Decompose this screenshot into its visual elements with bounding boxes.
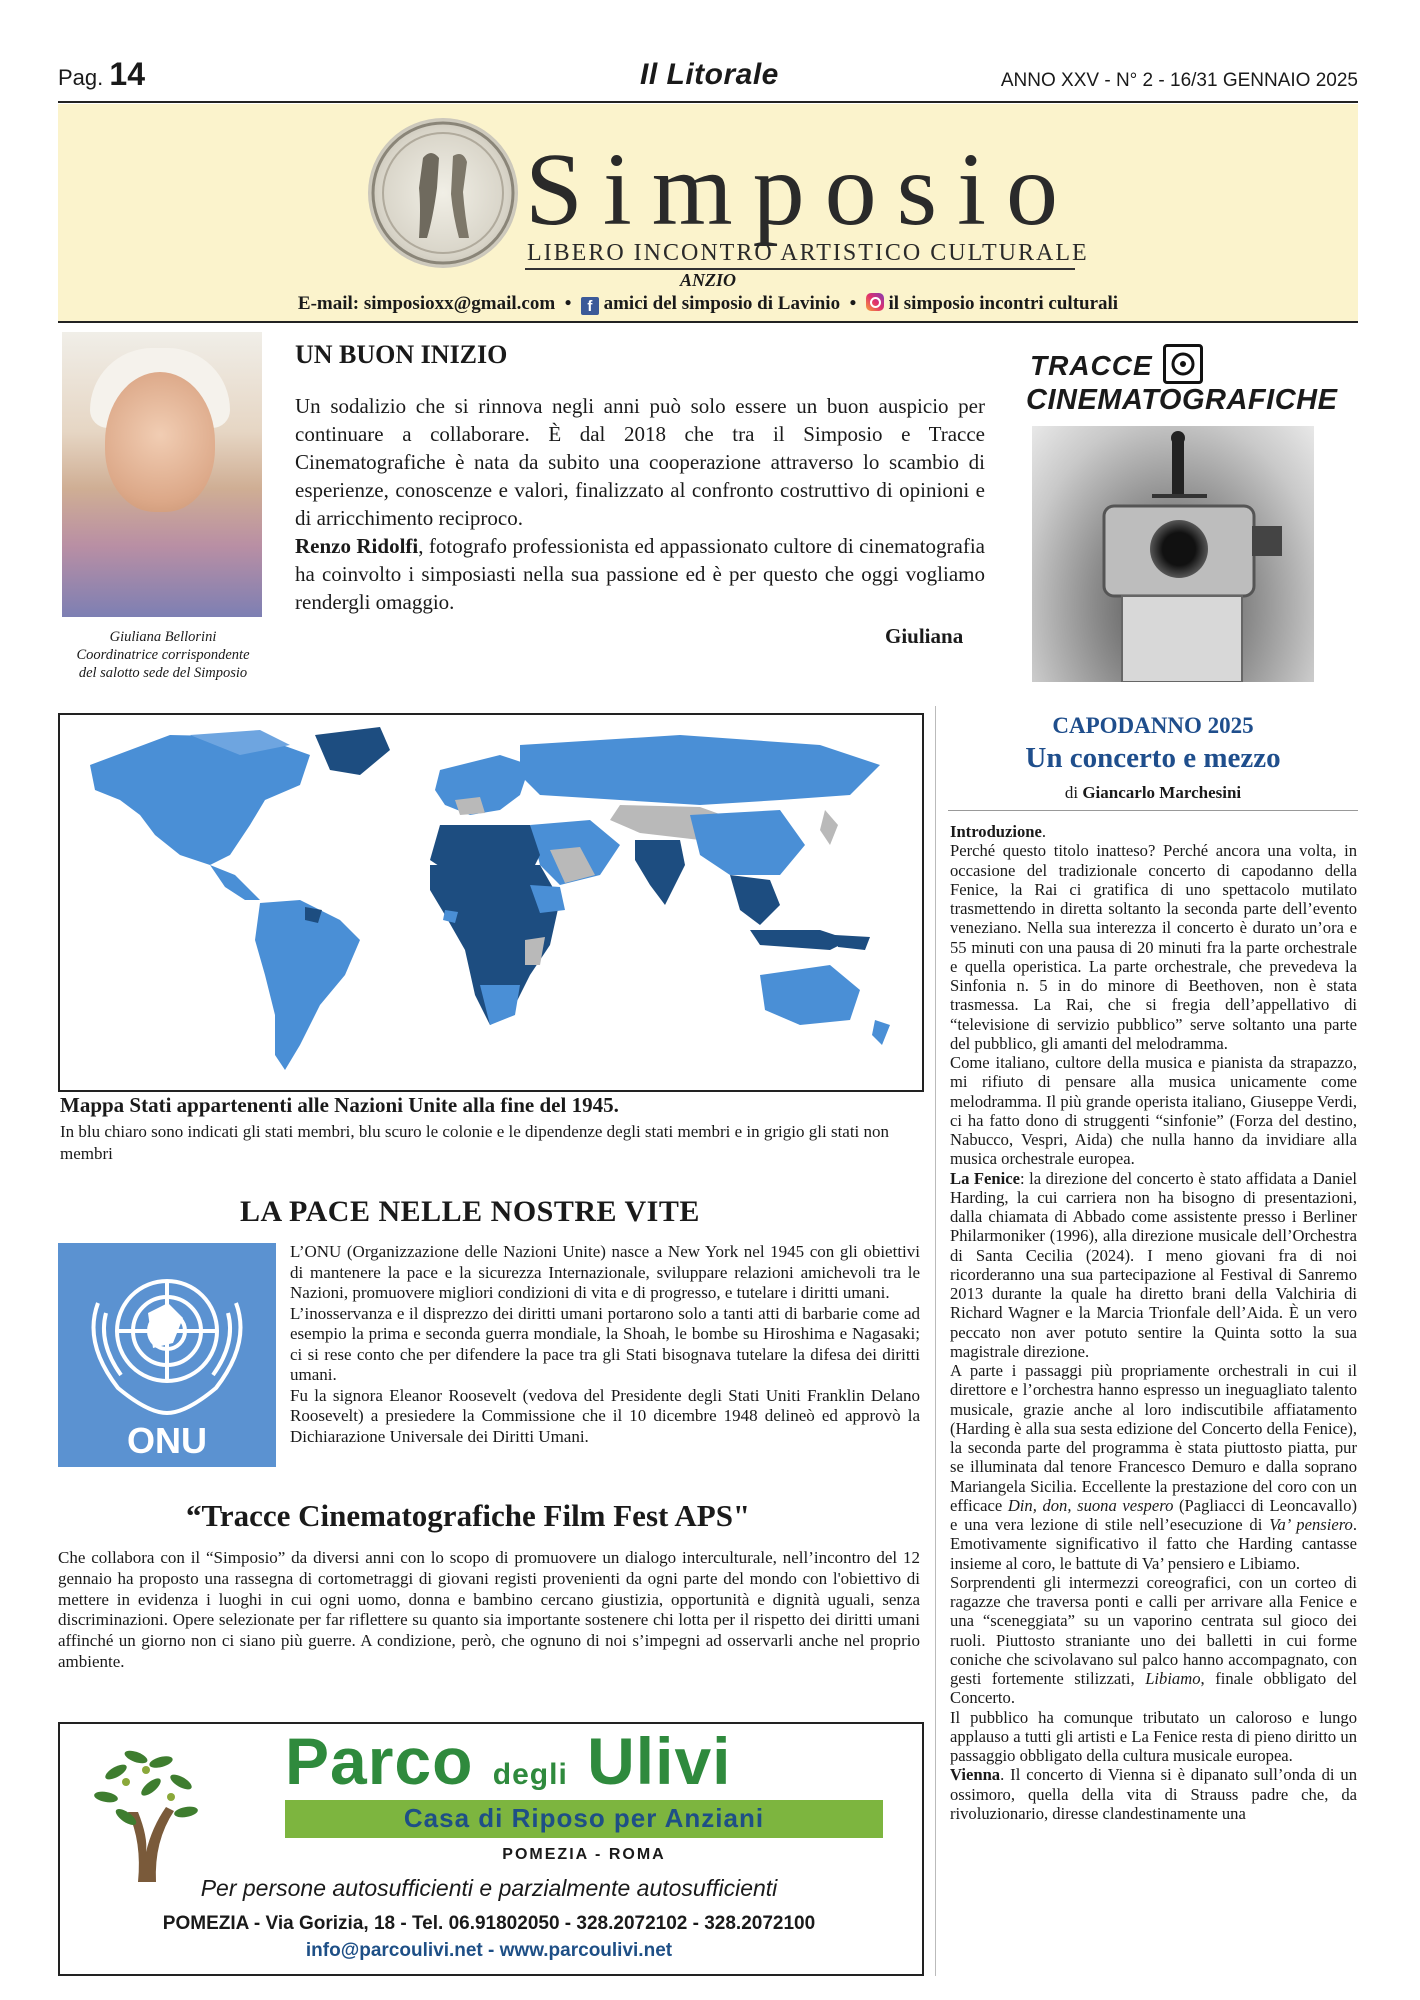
map-region-central-america: [210, 865, 260, 900]
capodanno-p5b: , finale obbligato del Concerto.: [950, 1669, 1357, 1708]
capodanno-p6: Il pubblico ha comunque tributato un caloroso e lungo applauso a tutti gli artisti e La Fenice resta di pieno diritto un passaggio obbligato della cultura musicale europea.: [950, 1707, 1357, 1765]
separator: •: [849, 293, 857, 314]
ad-web-link[interactable]: info@parcoulivi.net - www.parcoulivi.net: [305, 1940, 673, 1961]
capodanno-p5a: Sorprendenti gli intermezzi coreografici, con un corteo di ragazze che traversa ponti e calli per arrivare alla Fenice e una “sceneggiata” su un vaporino centrata sul gioco dei ruoli. Piuttosto straniante uno dei balletti in cui forme coniche che scivolavano sul palco hanno accompagnato, con gesti fortemente stilizzati,: [950, 1572, 1357, 1688]
facebook-icon: f: [581, 297, 599, 315]
capodanno-p4b: (Pagliacci di Leoncavallo) e una vera lezione di stile nell’esecuzione di: [950, 1495, 1357, 1534]
page-number-label: [58, 56, 145, 93]
capodanno-intro: Perché questo titolo inatteso? Perché ancora una volta, in occasione del tradizionale concerto di capodanno della Fenice, la Rai ci gratifica di uno spettacolo mutilato trasmettendo in diretta soltanto la seconda parte dell’evento veneziano. Nella sua interezza il concerto è durato un’ora e 55 minuti con una pausa di 20 minuti fra la parte orchestrale e quella operistica. La parte orchestrale, che prevedeva la Sinfonia n. 5 in do minore di Beethoven, non è stata trasmessa. La Rai, che si fregia dell’appellativo di “televisione di servizio pubblico” serve soltanto una parte del pubblico, gli amanti del melodramma.: [950, 841, 1357, 1053]
simposio-subtitle: LIBERO INCONTRO ARTISTICO CULTURALE: [527, 240, 1089, 266]
column-separator: [935, 706, 936, 1976]
capodanno-p5-italic: Libiamo: [1145, 1669, 1201, 1688]
capodanno-fenice: : la direzione del concerto è stato affidata a Daniel Harding, la cui carriera non ha bisogno di presentazioni, dalla chiamata di Abbado come assistente presso i Berliner Philarmoniker (1996), alla direzione musicale dell’Orchestra di Santa Cecilia (2024). I meno giovani fra di noi ricorderanno una sua partecipazione al Festival di Sanremo 2013 durante la quale ha diretto brani della Valchiria di Richard Wagner e la Marcia Trionfale dell’Aida. È un vero peccato non aver potuto sentire la Quinta sotto la sua magistrale direzione.: [950, 1168, 1357, 1361]
ad-title-ulivi: Ulivi: [587, 1724, 732, 1798]
byline-author: Giancarlo Marchesini: [1082, 783, 1242, 802]
portrait-face: [105, 372, 215, 512]
vienna-heading: Vienna: [950, 1765, 1001, 1785]
map-region-north-america: [90, 735, 310, 865]
facebook-link[interactable]: amici del simposio di Lavinio: [603, 293, 841, 314]
map-region-south-africa: [480, 985, 520, 1025]
fest-body: Che collabora con il “Simposio” da diversi anni con lo scopo di promuovere un dialogo interculturale, nell’incontro del 12 gennaio ha proposto una rassegna di cortometraggi di giovani registi provenienti da ogni parte del mondo con l'obiettivo di mettere in evidenza i luoghi in cui ogni uomo, donna e bambino cercano giustizia, opportunità e dignità uguali, senza discriminazioni. Opere selezionate per far riflettere su quanto sia importante sostenere chi lotta per il rispetto dei diritti umani affinché un giorno non ci siano più guerre. A condizione, però, che ognuno di noi s’impegni ad osservarli anche nel proprio ambiente.: [58, 1548, 920, 1671]
map-region-southeast-asia: [730, 875, 780, 925]
capodanno-kicker: CAPODANNO 2025: [1052, 713, 1254, 738]
capodanno-rule: [948, 810, 1358, 811]
ad-city: POMEZIA - ROMA: [502, 1846, 666, 1863]
separator: •: [564, 293, 572, 314]
camera-lens: [1150, 520, 1208, 578]
simposio-medal-logo: [368, 118, 518, 268]
map-region-japan: [820, 810, 838, 845]
map-region-greenland: [315, 727, 390, 775]
tracce-logo-line2: CINEMATOGRAFICHE: [1026, 384, 1338, 416]
caption-role-2: del salotto sede del Simposio: [78, 665, 248, 681]
ad-address: POMEZIA - Via Gorizia, 18 - Tel. 06.91802050 - 328.2072102 - 328.2072100: [162, 1913, 816, 1934]
map-region-new-guinea: [835, 935, 870, 950]
intro-heading: Introduzione: [950, 822, 1042, 841]
simposio-rule: [525, 268, 1075, 270]
capodanno-p4c: . Emotivamente significativo il fatto che Harding cantasse insieme al coro, le battute di Va’ pensiero e Libiamo.: [950, 1515, 1357, 1573]
map-region-china: [690, 810, 805, 875]
top-rule: [58, 101, 1358, 103]
pace-p1: L’ONU (Organizzazione delle Nazioni Unite) nasce a New York nel 1945 con gli obiettivi di mantenere la pace e la sicurezza Internazionale, sviluppare relazioni amichevoli tra le Nazioni, promuovere migliori condizioni di vita e di progresso, e tutelare i diritti umani.: [290, 1242, 920, 1302]
buon-inizio-p1: Un sodalizio che si rinnova negli anni può solo essere un buon auspicio per continuare a collaborare. È dal 2018 che tra il Simposio e Tracce Cinematografiche è nata da subito una cooperazione attraverso lo scambio di esperienze, conoscenze e valori, finalizzato al confronto costruttivo di opinioni e di arricchimento reciproco.: [295, 394, 985, 530]
caption-role-1: Coordinatrice corrispondente: [76, 647, 250, 663]
map-caption-body: In blu chiaro sono indicati gli stati membri, blu scuro le colonie e le dipendenze degli stati membri e in grigio gli stati non membri: [60, 1122, 890, 1163]
caption-name: Giuliana Bellorini: [109, 629, 217, 645]
un-world-map: [60, 715, 922, 1090]
instagram-link[interactable]: il simposio incontri culturali: [888, 293, 1119, 314]
map-region-australia: [760, 965, 860, 1025]
map-caption-title: Mappa Stati appartenenti alle Nazioni Unite alla fine del 1945.: [60, 1093, 619, 1117]
fenice-heading: La Fenice: [950, 1168, 1020, 1188]
tracce-logo-line1: TRACCE: [1030, 350, 1153, 381]
simposio-title: Simposio: [525, 132, 1078, 247]
map-region-india: [635, 840, 685, 905]
portrait-caption: [48, 628, 278, 682]
map-region-indonesia: [750, 930, 850, 950]
pace-body: [290, 1242, 920, 1447]
ad-subtitle: Casa di Riposo per Anziani: [403, 1803, 765, 1833]
capodanno-p2: Come italiano, cultore della musica e pianista da strapazzo, mi rifiuto di pensare alla musica unicamente come melodramma. Il più grande operista italiano, Giuseppe Verdi, ci ha fatto dono di struggenti “sinfonie” (Forza del destino, Nabucco, Vespri, Aida) che nulla hanno da invidiare alla musica orchestrale europea.: [950, 1053, 1357, 1169]
page-number: 14: [109, 56, 145, 92]
simposio-city: ANZIO: [680, 270, 737, 290]
email-link[interactable]: E-mail: simposioxx@gmail.com: [297, 293, 556, 314]
capodanno-vienna: . Il concerto di Vienna si è dipanato sull’onda di un ossimoro, quella della vita di Strauss padre che, da rivoluzionario, diresse clandestinamente una: [950, 1765, 1357, 1823]
instagram-icon: [866, 293, 884, 311]
buon-inizio-title: UN BUON INIZIO: [295, 340, 508, 369]
capodanno-p4-italic-2: Va’ pensiero: [1269, 1515, 1353, 1534]
ad-title: [285, 1723, 732, 1799]
fest-title: “Tracce Cinematografiche Film Fest APS": [186, 1498, 751, 1533]
page-label: Pag.: [58, 65, 104, 90]
newspaper-masthead: Il Litorale: [640, 58, 779, 91]
pace-p3: Fu la signora Eleanor Roosevelt (vedova del Presidente degli Stati Uniti Franklin Delano Roosevelt) a presiedere la Commissione che il 10 dicembre 1948 delineò ed approvò la Dichiarazione Universale dei Diritti Umani.: [290, 1385, 920, 1446]
capodanno-p4-italic-1: Din, don, suona vespero: [1007, 1495, 1174, 1515]
film-camera-icon: [1163, 344, 1203, 384]
issue-info: ANNO XXV - N° 2 - 16/31 GENNAIO 2025: [1000, 70, 1358, 91]
capodanno-byline: [948, 783, 1358, 803]
pace-p2: L’inosservanza e il disprezzo dei diritti umani portarono solo a tanti atti di barbarie come ad esempio la prima e seconda guerra mondiale, la Shoah, le bombe su Hiroshima e Nagasaki; ci si rese conto che per difendere la pace tra gli Stati bisognava tutelare la difesa dei diritti umani.: [290, 1303, 920, 1384]
band-bottom-rule: [58, 321, 1358, 323]
buon-inizio-body: [295, 392, 985, 616]
capodanno-title: Un concerto e mezzo: [1025, 742, 1281, 774]
buon-inizio-signature: Giuliana: [885, 624, 964, 648]
olive-tree-icon: [76, 1732, 216, 1892]
renzo-ridolfi-name: Renzo Ridolfi: [295, 534, 419, 558]
capodanno-body: Introduzione. Perché questo titolo inatteso? Perché ancora una volta, in occasione del tradizionale concerto di capodanno della Fenice, la Rai ci gratifica di uno spettacolo mutilato trasmettendo in diretta soltanto la seconda parte dell’evento veneziano. Nella sua interezza il concerto è durato un’ora e 55 minuti con una pausa di 20 minuti fra la parte orchestrale e quella operistica. La parte orchestrale, che prevedeva la Sinfonia n. 5 in do minore di Beethoven, non è stata trasmessa. La Rai, che si fregia dell’appellativo di “televisione di servizio pubblico” serve soltanto una parte del pubblico, gli amanti del melodramma. Come italiano, cultore della musica e pianista da strapazzo, mi rifiuto di pensare alla musica unicamente come melodramma. Il più grande operista italiano, Giuseppe Verdi, ci ha fatto dono di struggenti “sinfonie” (Forza del destino, Nabucco, Vespri, Aida) che nulla hanno da invidiare alla musica orchestrale europea. La Fenice: la direzione del concerto è stato affidata a Daniel Harding, la cui carriera non ha bisogno di presentazioni, dalla chiamata di Abbado come assistente presso i Berliner Philarmoniker (1996), alla direzione musicale dell’Orchestra di Santa Cecilia (2024). I meno giovani fra di noi ricorderanno una sua partecipazione al Festival di Sanremo 2013 durante la quale ha diretto brani della Valchiria di Richard Wagner e la Marcia Trionfale dell’Aida. È un vero peccato non aver potuto sentire la Quinta sotto la sua magistrale direzione. A parte i passaggi più propriamente orchestrali in cui il direttore e l’orchestra hanno espresso un ineguagliato talento musicale, grazie anche al loro indiscutibile affiatamento (Harding è alla sua sesta edizione del Concerto della Fenice), la seconda parte del programma è stata piuttosto piatta, pur se illuminata dal tenore Francesco Demuro e dalla soprano Mariangela Sicilia. Eccellente la prestazione del coro con un efficace Din, don, suona vespero (Pagliacci di Leoncavallo) e una vera lezione di stile nell’esecuzione di Va’ pensiero. Emotivamente significativo il fatto che Harding cantasse insieme al coro, le battute di Va’ pensiero e Libiamo. Sorprendenti gli intermezzi coreografici, con un corteo di ragazze che traversa ponti e calli per arrivare alla Fenice e una “sceneggiata” su un vaporino centrata sul gioco dei ruoli. Piuttosto straniante uno dei balletti in cui forme coniche che scivolavano sul palco hanno accompagnato, con gesti fortemente stilizzati, Libiamo, finale obbligato del Concerto. Il pubblico ha comunque tributato un caloroso e lungo applauso a tutti gli artisti e La Fenice resta di pieno diritto un passaggio obbligato della cultura musicale europea. Vienna. Il concerto di Vienna si è dipanato sull’onda di un ossimoro, quella della vita di Strauss padre che, da rivoluzionario, diresse clandestinamente una: [950, 822, 1357, 1823]
onu-label: ONU: [127, 1420, 207, 1461]
pace-title: LA PACE NELLE NOSTRE VITE: [240, 1195, 700, 1228]
map-region-africa-nonmember: [525, 937, 545, 965]
ad-tagline: Per persone autosufficienti e parzialmente autosufficienti: [200, 1875, 778, 1901]
buon-inizio-p2: , fotografo professionista ed appassionato cultore di cinematografia ha coinvolto i simposiasti nella sua passione ed è per questo che oggi vogliamo rendergli omaggio.: [295, 534, 986, 614]
byline-prefix: di: [1064, 783, 1079, 802]
capodanno-p4a: A parte i passaggi più propriamente orchestrali in cui il direttore e l’orchestra hanno espresso un ineguagliato talento musicale, grazie anche al loro indiscutibile affiatamento (Harding è alla sua sesta edizione del Concerto della Fenice), la seconda parte del programma è stata piuttosto piatta, pur se illuminata dal tenore Francesco Demuro e dalla soprano Mariangela Sicilia. Eccellente la prestazione del coro con un efficace: [950, 1361, 1357, 1515]
map-region-south-america: [255, 900, 360, 1070]
map-region-new-zealand: [872, 1020, 890, 1045]
ad-title-parco: Parco: [285, 1724, 474, 1798]
map-region-europe-nonmember: [455, 797, 485, 815]
simposio-contacts: [58, 293, 1358, 315]
map-region-russia: [520, 735, 880, 805]
ad-title-degli: degli: [492, 1758, 568, 1791]
